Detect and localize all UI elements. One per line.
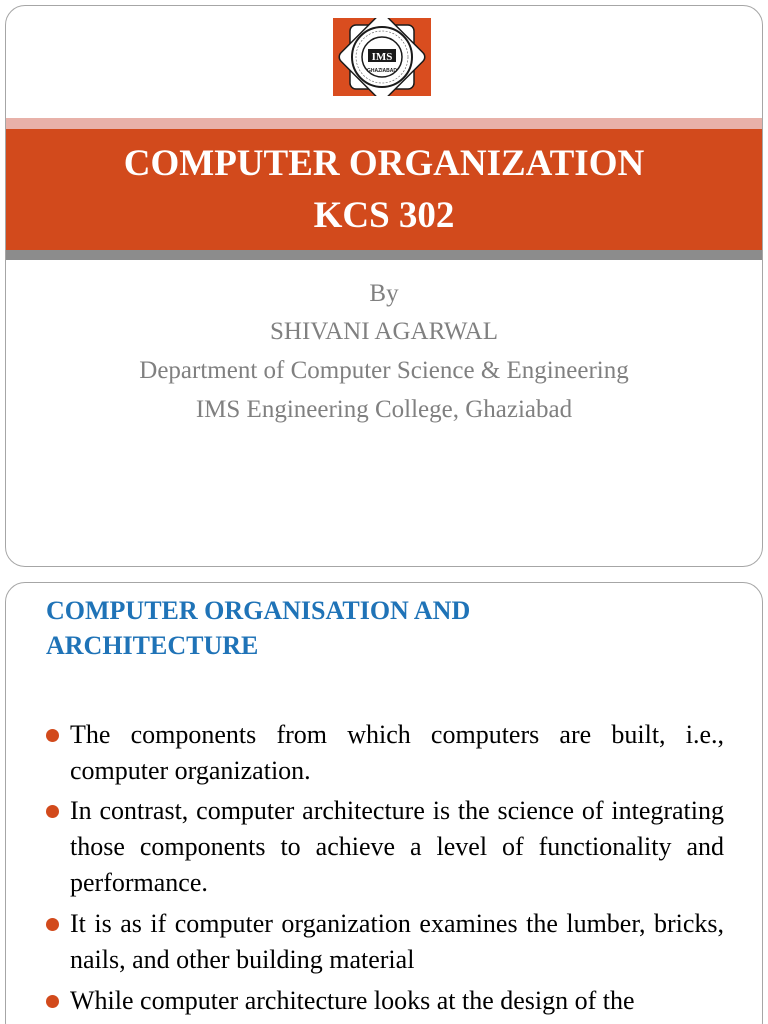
heading-line-1: COMPUTER ORGANISATION AND bbox=[46, 596, 471, 625]
bullet-dot-icon bbox=[46, 918, 59, 931]
bullet-item bbox=[46, 793, 724, 901]
title-band-top-strip bbox=[6, 118, 762, 129]
bullet-dot-icon bbox=[46, 805, 59, 818]
course-code: KCS 302 bbox=[313, 195, 455, 236]
bullet-text: In contrast, computer architecture is the science of integrating those components to achieve a level of functionality and performance. bbox=[70, 796, 724, 897]
bullet-item bbox=[46, 717, 724, 789]
bullet-text: The components from which computers are built, i.e., computer organization. bbox=[70, 720, 724, 785]
ims-college-seal-icon bbox=[333, 18, 431, 96]
slide-heading bbox=[46, 593, 666, 663]
department-name: Department of Computer Science & Engineering bbox=[139, 357, 629, 384]
slide-title: COMPUTER ORGANIZATION bbox=[123, 143, 645, 184]
bullet-item bbox=[46, 906, 724, 978]
title-band-bottom-strip bbox=[6, 250, 762, 260]
bullet-dot-icon bbox=[46, 995, 59, 1008]
author-name: SHIVANI AGARWAL bbox=[269, 318, 499, 345]
bullet-text: While computer architecture looks at the design of the bbox=[70, 986, 635, 1015]
content-slide bbox=[5, 582, 763, 1024]
bullet-dot-icon bbox=[46, 729, 59, 742]
title-slide bbox=[5, 5, 763, 567]
by-label: By bbox=[369, 280, 399, 307]
college-name: IMS Engineering College, Ghaziabad bbox=[195, 396, 573, 423]
bullet-text: It is as if computer organization examines the lumber, bricks, nails, and other building material bbox=[70, 909, 724, 974]
logo-abbr: IMS bbox=[371, 51, 393, 63]
heading-line-2: ARCHITECTURE bbox=[46, 631, 259, 660]
logo-city: GHAZIABAD bbox=[367, 68, 397, 74]
bullet-item bbox=[46, 983, 724, 1019]
